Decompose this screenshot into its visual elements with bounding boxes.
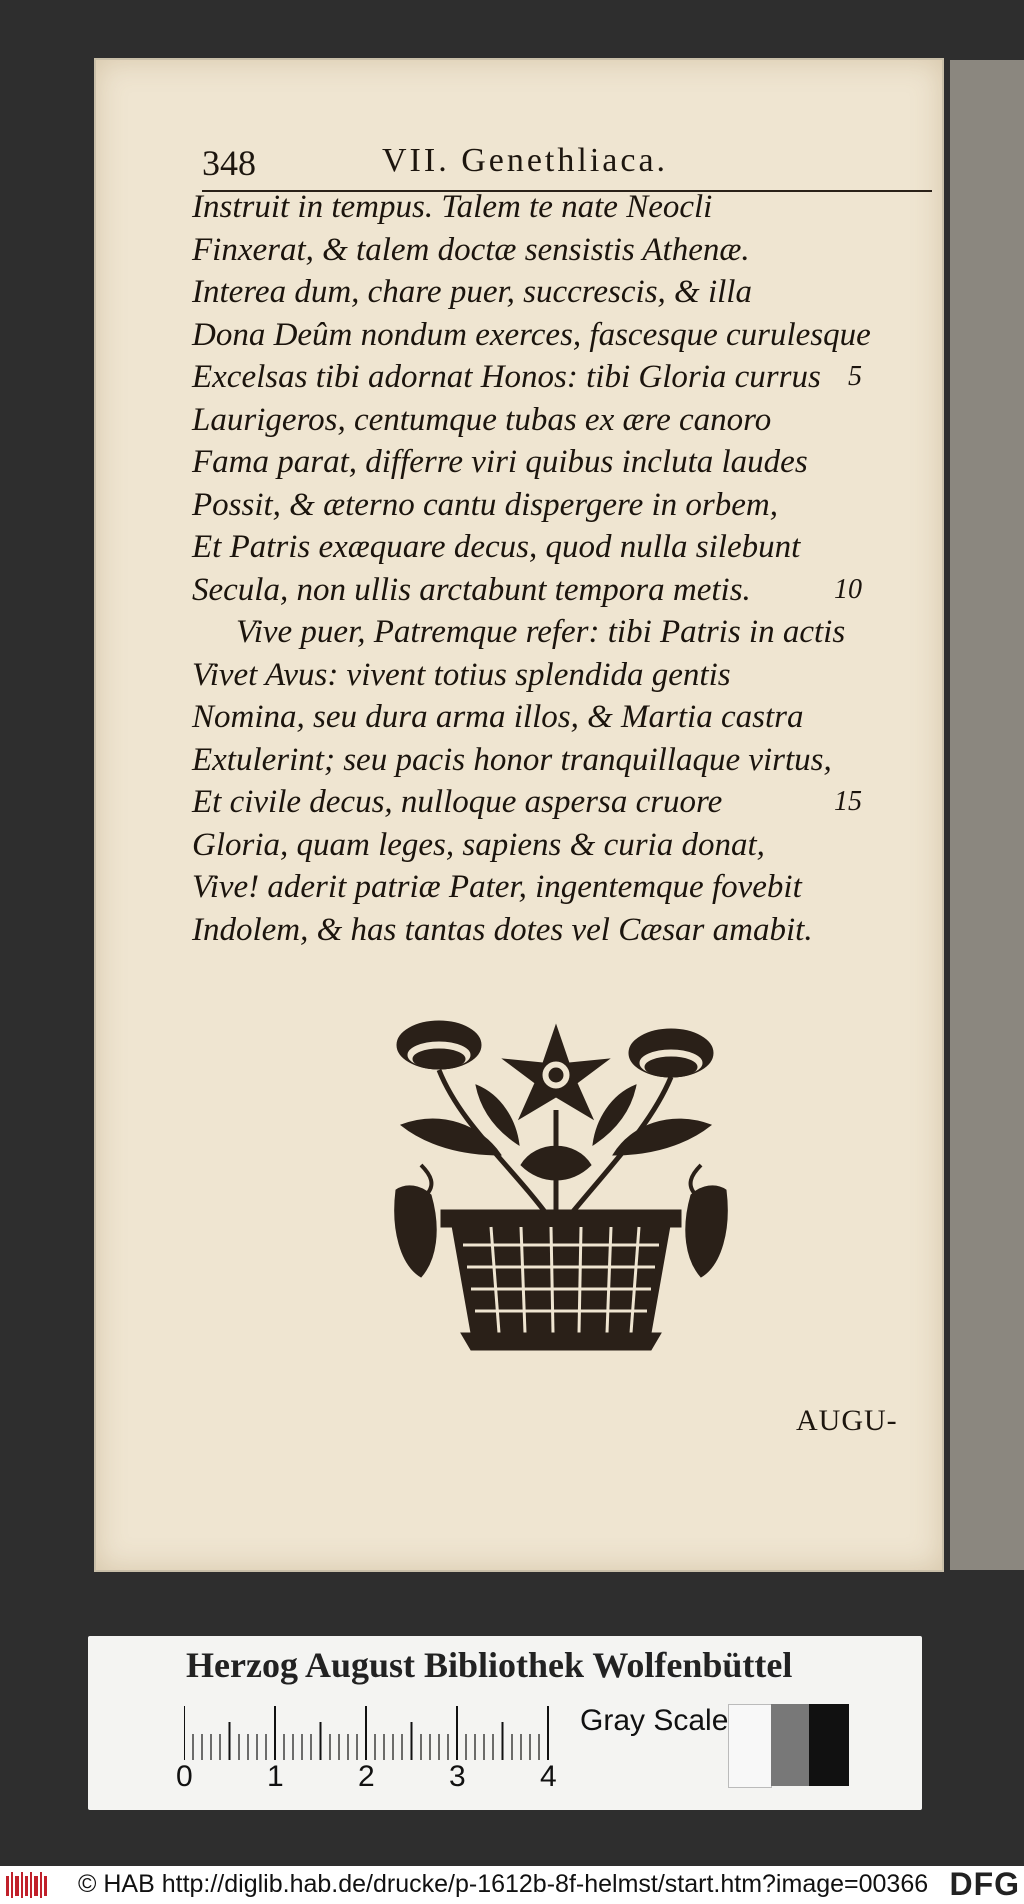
poem-line: Laurigeros, centumque tubas ex ære canoro (192, 401, 772, 438)
catchword: AUGU- (796, 1404, 898, 1437)
line-number: 10 (834, 573, 862, 605)
running-title: VII. Genethliaca. (382, 142, 669, 179)
copyright-url[interactable]: © HAB http://diglib.hab.de/drucke/p-1612b-8f-helmst/start.htm?image=00366 (78, 1870, 929, 1898)
poem-line: Et Patris exæquare decus, quod nulla silebunt (192, 529, 801, 565)
ruler-label-2: 2 (358, 1760, 375, 1793)
gray-swatch-black (809, 1704, 849, 1786)
poem-line: Vive! aderit patriæ Pater, ingentemque fovebit (192, 869, 802, 905)
poem-line: Gloria, quam leges, sapiens & curia donat, (192, 826, 765, 863)
gray-swatch-white (728, 1704, 772, 1788)
line-number: 15 (834, 786, 862, 817)
flower-basket-woodcut-icon (381, 1015, 741, 1355)
page-number: 348 (202, 143, 256, 183)
poem-line: Finxerat, & talem doctæ sensistis Athenæ. (192, 231, 750, 268)
ruler-label-4: 4 (540, 1760, 557, 1793)
ruler-label-0: 0 (176, 1760, 193, 1793)
poem-line: Nomina, seu dura arma illos, & Martia castra (192, 699, 804, 735)
ruler-label-3: 3 (449, 1760, 466, 1793)
ruler-label-1: 1 (267, 1760, 284, 1793)
gray-swatch-mid (771, 1704, 809, 1786)
poem-line: Extulerint; seu pacis honor tranquillaque virtus, (192, 741, 832, 778)
poem-line: Fama parat, differre viri quibus incluta laudes (192, 444, 808, 480)
gray-scale-label: Gray Scale (580, 1704, 729, 1737)
poem-line: Secula, non ullis arctabunt tempora metis. 10 (192, 569, 842, 612)
library-name: Herzog August Bibliothek Wolfenbüttel (186, 1645, 793, 1685)
poem-line: Indolem, & has tantas dotes vel Cæsar amabit. (192, 911, 813, 948)
poem-text (192, 186, 871, 951)
poem-line: Vivet Avus: vivent totius splendida gentis (192, 656, 731, 693)
book-page (96, 60, 942, 1570)
poem-line: Instruit in tempus. Talem te nate Neocli (192, 189, 713, 225)
poem-line: Et civile decus, nulloque aspersa cruore 15 (192, 781, 842, 824)
poem-line: Excelsas tibi adornat Honos: tibi Gloria currus 5 (192, 356, 842, 399)
poem-line: Dona Deûm nondum exerces, fascesque curulesque (192, 316, 871, 353)
dfg-logo: DFG (949, 1866, 1020, 1902)
color-calibration-target (88, 1636, 922, 1810)
page-header (202, 142, 932, 192)
footer-bar (0, 1866, 1024, 1904)
poem-line: Possit, & æterno cantu dispergere in orbem, (192, 486, 779, 523)
adjacent-page-edge (950, 60, 1024, 1570)
poem-line: Interea dum, chare puer, succrescis, & illa (192, 274, 752, 310)
hab-barcode-logo-icon (6, 1872, 50, 1898)
line-number: 5 (848, 361, 862, 392)
poem-line: Vive puer, Patremque refer: tibi Patris in actis (236, 614, 846, 650)
cm-ruler (184, 1702, 564, 1762)
